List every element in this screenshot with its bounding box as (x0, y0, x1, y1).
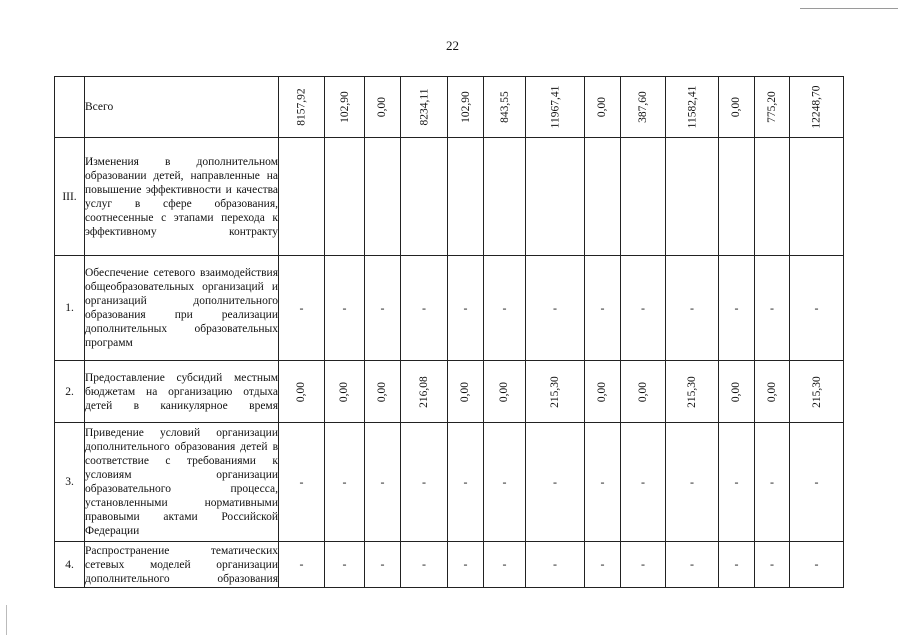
section-number: III. (55, 138, 85, 256)
value-cell (621, 256, 666, 361)
value-cell (585, 77, 621, 138)
top-rule (800, 8, 898, 9)
value-text: 0,00 (730, 96, 743, 118)
value-cell (526, 361, 585, 423)
page-number: 22 (446, 38, 459, 53)
value-text: 0,00 (596, 381, 609, 402)
value-text: 0,00 (295, 381, 308, 402)
value-text: - (814, 474, 819, 489)
value-cell (719, 138, 755, 256)
value-cell (666, 77, 719, 138)
value-text: 0,00 (498, 381, 511, 402)
value-text: 12248,70 (810, 85, 823, 129)
value-text: 216,08 (418, 375, 430, 408)
value-cell (755, 423, 790, 542)
row-description: Распространение тематических сетевых моделей организации дополнительного образования (85, 542, 279, 588)
value-cell (719, 256, 755, 361)
value-cell (526, 138, 585, 256)
value-cell (325, 361, 365, 423)
value-text: - (380, 557, 385, 571)
budget-table (54, 76, 844, 588)
value-cell (325, 423, 365, 542)
value-text: 8157,92 (295, 88, 308, 126)
value-text: - (380, 300, 385, 315)
value-cell (621, 542, 666, 588)
value-text: - (553, 300, 557, 315)
value-cell (719, 77, 755, 138)
value-cell (790, 77, 844, 138)
value-cell (666, 138, 719, 256)
value-text: 215,30 (686, 375, 698, 408)
value-text: - (770, 557, 774, 571)
value-cell (365, 361, 401, 423)
value-cell (401, 423, 448, 542)
total-row (55, 77, 844, 138)
value-text: - (422, 300, 426, 315)
table-row (55, 423, 844, 542)
value-cell (621, 138, 666, 256)
value-text: - (600, 300, 605, 315)
table-row (55, 256, 844, 361)
value-cell (621, 423, 666, 542)
value-cell (484, 542, 526, 588)
value-cell (719, 542, 755, 588)
value-cell (279, 361, 325, 423)
value-text: - (690, 557, 694, 571)
value-text: - (299, 300, 304, 315)
value-cell (365, 542, 401, 588)
value-text: - (553, 557, 557, 571)
value-text: 0,00 (730, 381, 743, 402)
value-cell (585, 423, 621, 542)
value-cell (526, 256, 585, 361)
row-description: Обеспечение сетевого взаимодействия общеобразовательных организаций и организаций дополнительного образования при реализации дополнительных образовательных программ (85, 256, 279, 361)
value-text: - (690, 300, 694, 315)
value-cell (666, 542, 719, 588)
value-cell (526, 542, 585, 588)
value-cell (325, 256, 365, 361)
row-number: 4. (55, 542, 85, 588)
value-text: 102,90 (338, 91, 351, 123)
value-text: - (770, 474, 774, 489)
value-cell (448, 77, 484, 138)
value-text: 215,30 (810, 375, 823, 408)
value-text: 0,00 (637, 381, 649, 402)
value-text: - (734, 557, 739, 571)
value-text: - (422, 474, 426, 489)
value-text: 215,30 (549, 375, 561, 408)
value-text: - (641, 300, 645, 315)
value-cell (621, 77, 666, 138)
value-text: - (299, 474, 304, 489)
value-cell (621, 361, 666, 423)
value-cell (325, 138, 365, 256)
value-text: 11582,41 (685, 85, 698, 129)
value-cell (279, 423, 325, 542)
value-cell (666, 256, 719, 361)
value-cell (448, 542, 484, 588)
value-text: - (600, 557, 605, 571)
value-cell (755, 256, 790, 361)
value-text: 843,55 (498, 91, 511, 123)
value-text: - (502, 557, 507, 571)
value-cell (448, 361, 484, 423)
value-text: - (380, 474, 385, 489)
value-text: - (641, 474, 645, 489)
value-text: - (422, 557, 426, 571)
value-text: - (814, 300, 819, 315)
table-row (55, 542, 844, 588)
value-text: - (814, 557, 819, 571)
value-cell (719, 361, 755, 423)
row-number: 1. (55, 256, 85, 361)
value-cell (448, 138, 484, 256)
value-cell (585, 361, 621, 423)
value-cell (484, 423, 526, 542)
value-text: - (299, 557, 304, 571)
value-cell (484, 138, 526, 256)
row-description: Приведение условий организации дополнительного образования детей в соответствие с требованиями к условиям организации образовательного процесса, установленными нормативными правовыми актами Российской Федерации (85, 423, 279, 542)
value-text: - (690, 474, 694, 489)
table-body (55, 77, 844, 588)
value-cell (790, 361, 844, 423)
value-cell (484, 361, 526, 423)
value-cell (755, 138, 790, 256)
value-cell (279, 77, 325, 138)
value-cell (484, 77, 526, 138)
value-text: 0,00 (459, 381, 472, 402)
value-text: 775,20 (766, 91, 778, 123)
value-text: 387,60 (637, 91, 649, 123)
value-text: - (770, 300, 774, 315)
value-cell (526, 423, 585, 542)
total-number-cell (55, 77, 85, 138)
value-cell (401, 77, 448, 138)
value-text: - (502, 300, 507, 315)
value-text: - (463, 300, 468, 315)
value-cell (365, 77, 401, 138)
value-text: - (463, 474, 468, 489)
value-cell (365, 138, 401, 256)
value-text: - (342, 300, 347, 315)
value-cell (448, 256, 484, 361)
value-text: 0,00 (376, 96, 389, 118)
value-text: 0,00 (338, 381, 351, 402)
value-text: - (502, 474, 507, 489)
row-number: 3. (55, 423, 85, 542)
value-cell (790, 423, 844, 542)
value-cell (790, 542, 844, 588)
value-text: - (734, 474, 739, 489)
value-cell (279, 542, 325, 588)
table-row (55, 361, 844, 423)
value-text: - (342, 474, 347, 489)
section-description: Изменения в дополнительном образовании детей, направленные на повышение эффективности и качества услуг в сфере образования, соотнесенные с этапами перехода к эффективному контракту (85, 138, 279, 256)
value-cell (279, 138, 325, 256)
value-cell (666, 423, 719, 542)
value-text: 102,90 (459, 91, 472, 123)
value-cell (484, 256, 526, 361)
value-cell (365, 256, 401, 361)
value-cell (526, 77, 585, 138)
value-text: - (553, 474, 557, 489)
row-description: Предоставление субсидий местным бюджетам на организацию отдыха детей в каникулярное время (85, 361, 279, 423)
total-label: Всего (85, 77, 279, 138)
value-cell (719, 423, 755, 542)
value-cell (279, 256, 325, 361)
value-cell (755, 542, 790, 588)
value-text: - (641, 557, 645, 571)
value-text: 0,00 (596, 96, 609, 118)
margin-mark (6, 605, 7, 635)
value-text: - (734, 300, 739, 315)
value-text: 0,00 (376, 381, 389, 402)
value-cell (585, 138, 621, 256)
value-cell (666, 361, 719, 423)
value-text: 0,00 (766, 381, 778, 402)
value-cell (401, 256, 448, 361)
value-cell (325, 77, 365, 138)
value-cell (448, 423, 484, 542)
value-cell (401, 361, 448, 423)
row-number: 2. (55, 361, 85, 423)
value-text: - (342, 557, 347, 571)
section-row (55, 138, 844, 256)
value-text: - (463, 557, 468, 571)
value-cell (365, 423, 401, 542)
value-cell (790, 138, 844, 256)
value-cell (755, 361, 790, 423)
value-cell (325, 542, 365, 588)
value-cell (401, 542, 448, 588)
value-cell (585, 542, 621, 588)
value-cell (401, 138, 448, 256)
value-cell (790, 256, 844, 361)
value-text: 11967,41 (548, 85, 561, 129)
value-text: 8234,11 (417, 88, 430, 126)
value-cell (755, 77, 790, 138)
value-cell (585, 256, 621, 361)
value-text: - (600, 474, 605, 489)
